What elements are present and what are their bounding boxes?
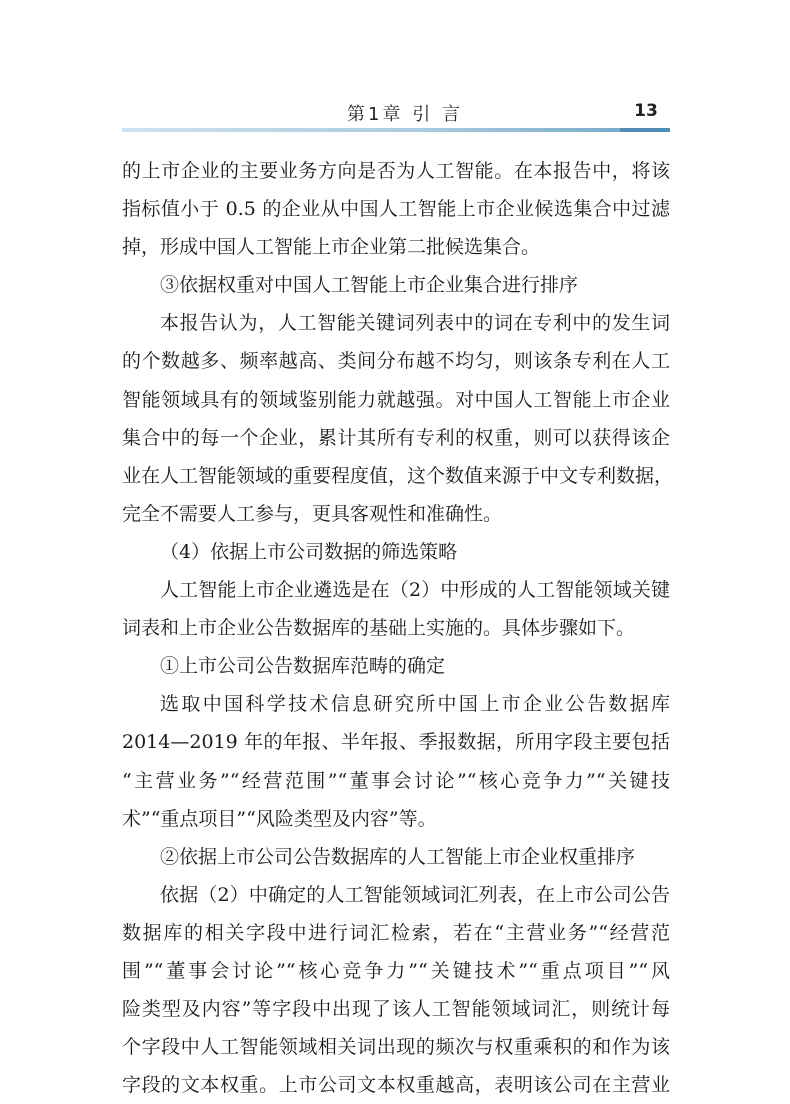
header-rule (122, 128, 670, 132)
running-head-chapter-title: 第1章 引 言 (347, 104, 463, 125)
text-line: “主营业务”“经营范围”“董事会讨论”“核心竞争力”“关键技 (122, 769, 670, 792)
body-text (122, 152, 674, 1104)
text-line: 业在人工智能领域的重要程度值，这个数值来源于中文专利数据， (122, 464, 674, 487)
page-number: 13 (634, 101, 658, 121)
text-line: ①上市公司公告数据库范畴的确定 (160, 655, 446, 678)
text-line: 掉，形成中国人工智能上市企业第二批候选集合。 (122, 236, 541, 259)
text-line: 人工智能上市企业遴选是在（2）中形成的人工智能领域关键 (160, 579, 670, 602)
text-line: 个字段中人工智能领域相关词出现的频次与权重乘积的和作为该 (122, 1036, 670, 1059)
text-line: 本报告认为，人工智能关键词列表中的词在专利中的发生词 (160, 312, 670, 335)
text-line: 选取中国科学技术信息研究所中国上市企业公告数据库 (160, 693, 670, 716)
text-line: 2014—2019 年的年报、半年报、季报数据，所用字段主要包括 (122, 731, 670, 754)
text-line: 数据库的相关字段中进行词汇检索，若在“主营业务”“经营范 (122, 921, 670, 944)
text-line: ③依据权重对中国人工智能上市企业集合进行排序 (160, 274, 579, 297)
text-line: 围”“董事会讨论”“核心竞争力”“关键技术”“重点项目”“风 (122, 959, 670, 982)
text-line: 依据（2）中确定的人工智能领域词汇列表，在上市公司公告 (160, 883, 670, 906)
text-line: 完全不需要人工参与，更具客观性和准确性。 (122, 502, 503, 525)
text-line: 的上市企业的主要业务方向是否为人工智能。在本报告中，将该 (122, 160, 670, 182)
text-line: ②依据上市公司公告数据库的人工智能上市企业权重排序 (160, 845, 636, 868)
text-line: 智能领域具有的领域鉴别能力就越强。对中国人工智能上市企业 (122, 388, 670, 411)
text-line: 术”“重点项目”“风险类型及内容”等。 (122, 807, 437, 830)
text-line: 词表和上市企业公告数据库的基础上实施的。具体步骤如下。 (122, 617, 636, 640)
header-rule-accent (620, 128, 670, 132)
text-line: 指标值小于 0.5 的企业从中国人工智能上市企业候选集合中过滤 (122, 198, 670, 221)
text-line: 险类型及内容”等字段中出现了该人工智能领域词汇，则统计每 (122, 998, 670, 1021)
text-line: 集合中的每一个企业，累计其所有专利的权重，则可以获得该企 (122, 426, 670, 449)
text-line: 字段的文本权重。上市公司文本权重越高，表明该公司在主营业 (122, 1074, 670, 1097)
text-line: 的个数越多、频率越高、类间分布越不均匀，则该条专利在人工 (122, 350, 670, 373)
text-line: （4）依据上市公司数据的筛选策略 (160, 540, 458, 563)
